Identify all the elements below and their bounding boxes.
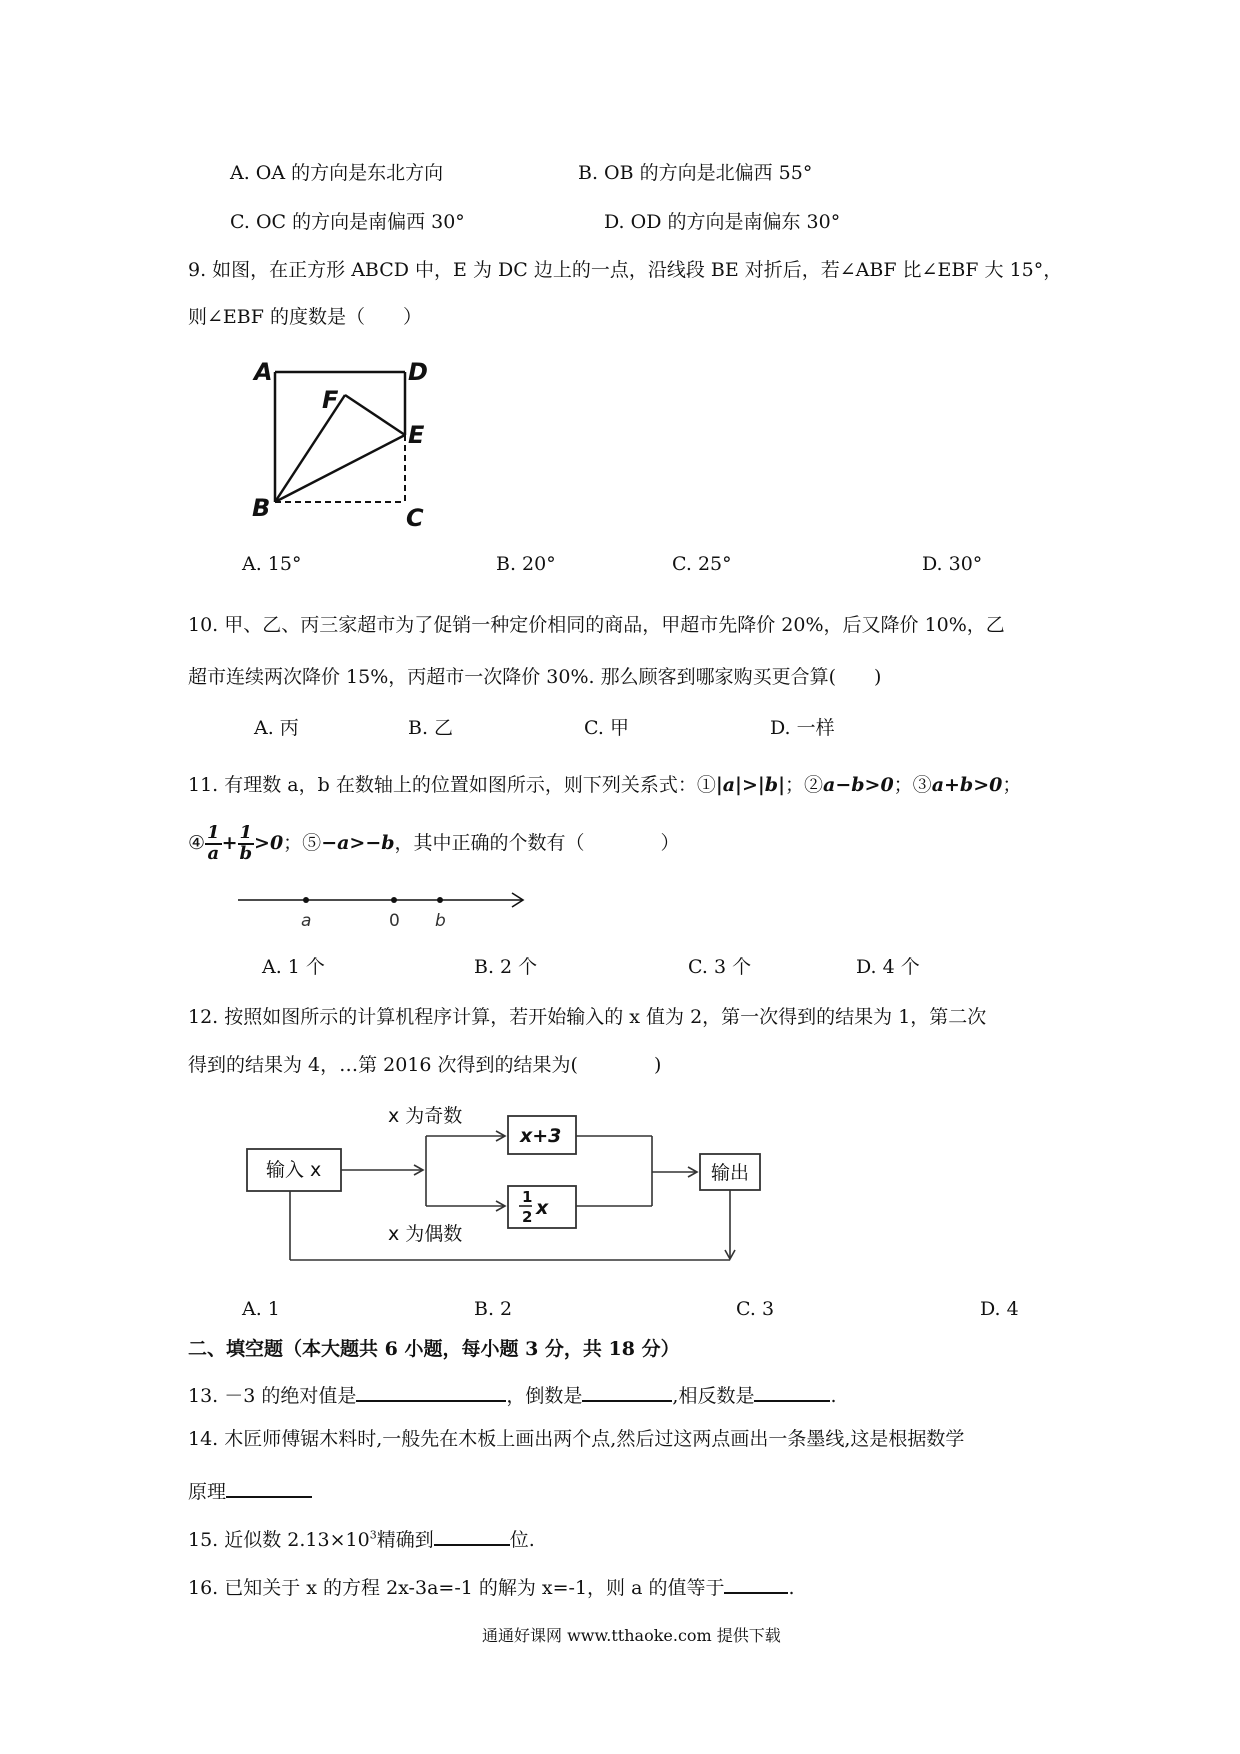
q9-stem-line2: 则∠EBF 的度数是（ ） — [188, 306, 422, 328]
point-b — [437, 897, 443, 903]
q10-stem-line1: 10. 甲、乙、丙三家超市为了促销一种定价相同的商品，甲超市先降价 20%，后又降价 10%，乙 — [188, 614, 1005, 636]
q9-option-a: A. 15° — [242, 553, 302, 575]
q11-stem-line2: ④ $\frac{1}{a}$ + $\frac{1}{b}$ >0；⑤−a>−b，其中正确的个数有（ ） — [188, 822, 680, 864]
q9-stem-line1: 9. 如图，在正方形 ABCD 中，E 为 DC 边上的一点，沿线段 BE 对折后，若∠ABF 比∠EBF 大 15°， — [188, 259, 1063, 281]
q8-option-a: A. OA 的方向是东北方向 — [230, 162, 444, 184]
q9-option-d: D. 30° — [922, 553, 983, 575]
q12-option-a: A. 1 — [242, 1298, 280, 1320]
q12-option-d: D. 4 — [980, 1298, 1019, 1320]
q14-stem-line1: 14. 木匠师傅锯木料时,一般先在木板上画出两个点,然后过这两点画出一条墨线,这是根据数学 — [188, 1428, 965, 1450]
answer-blank-opposite[interactable] — [754, 1382, 830, 1402]
q12-option-c: C. 3 — [736, 1298, 775, 1320]
q10-option-d: D. 一样 — [770, 717, 835, 739]
answer-blank-principle[interactable] — [226, 1478, 312, 1498]
program-flowchart — [240, 1100, 780, 1270]
answer-blank-precision[interactable] — [434, 1526, 510, 1546]
fraction-1-over-b: $\frac{1}{b}$ — [239, 822, 253, 864]
relation-5: −a>−b — [321, 831, 395, 854]
point-a — [303, 897, 309, 903]
page-footer: 通通好课网 www.tthaoke.com 提供下载 — [482, 1626, 781, 1645]
q8-option-c: C. OC 的方向是南偏西 30° — [230, 211, 465, 233]
q12-stem-line2: 得到的结果为 4，…第 2016 次得到的结果为( ) — [188, 1054, 662, 1076]
fraction-1-over-a: $\frac{1}{a}$ — [207, 822, 220, 864]
axis-label-a: a — [301, 911, 312, 931]
label-a: A — [254, 358, 273, 386]
q10-stem-line2: 超市连续两次降价 15%，丙超市一次降价 30%. 那么顾客到哪家购买更合算( ) — [188, 666, 882, 688]
square-fold-figure — [240, 350, 440, 540]
answer-blank-a-value[interactable] — [724, 1574, 788, 1594]
q10-option-c: C. 甲 — [584, 717, 629, 739]
q11-stem-line1: 11. 有理数 a，b 在数轴上的位置如图所示，则下列关系式：①|a|>|b|；②a−b>0；③a+b>0； — [188, 774, 1022, 796]
q15-stem: 15. 近似数 $2.13\times 10^3$精确到 位. — [188, 1526, 535, 1550]
svg-text:2: 2 — [522, 1208, 533, 1226]
q12-option-b: B. 2 — [474, 1298, 513, 1320]
label-b: B — [252, 494, 271, 522]
axis-label-zero: 0 — [389, 911, 400, 931]
q11-option-d: D. 4 个 — [856, 956, 920, 978]
q10-option-b: B. 乙 — [408, 717, 454, 739]
q13-stem: 13. －3 的绝对值是 ，倒数是 ,相反数是 . — [188, 1382, 837, 1406]
q11-option-b: B. 2 个 — [474, 956, 538, 978]
section-heading: 二、填空题（本大题共 6 小题，每小题 3 分，共 18 分） — [188, 1338, 680, 1360]
label-c: C — [406, 504, 424, 532]
output-box-label: 输出 — [711, 1162, 750, 1184]
input-box-label: 输入 x — [266, 1159, 322, 1181]
q11-option-c: C. 3 个 — [688, 956, 752, 978]
label-d: D — [408, 358, 428, 386]
q9-option-b: B. 20° — [496, 553, 556, 575]
q16-stem: 16. 已知关于 x 的方程 2x-3a=-1 的解为 x=-1，则 a 的值等于 . — [188, 1574, 795, 1598]
q8-option-d: D. OD 的方向是南偏东 30° — [604, 211, 841, 233]
odd-operation-label: x+3 — [520, 1125, 562, 1147]
svg-text:x: x — [536, 1197, 549, 1219]
q14-stem-line2: 原理 — [188, 1478, 312, 1502]
relation-2: a−b>0 — [823, 774, 894, 796]
svg-text:1: 1 — [522, 1188, 533, 1206]
number-line — [236, 888, 536, 938]
q12-stem-line1: 12. 按照如图所示的计算机程序计算，若开始输入的 x 值为 2，第一次得到的结果为 1，第二次 — [188, 1006, 987, 1028]
answer-blank-absolute-value[interactable] — [356, 1382, 506, 1402]
q11-option-a: A. 1 个 — [262, 956, 325, 978]
label-e: E — [408, 421, 425, 449]
label-f: F — [322, 386, 339, 414]
relation-1: |a|>|b| — [715, 774, 785, 796]
point-zero — [391, 897, 397, 903]
q10-option-a: A. 丙 — [254, 717, 299, 739]
q9-option-c: C. 25° — [672, 553, 732, 575]
axis-label-b: b — [435, 911, 446, 931]
odd-condition-label: x 为奇数 — [388, 1105, 463, 1127]
even-condition-label: x 为偶数 — [388, 1223, 463, 1245]
relation-3: a+b>0 — [931, 774, 1003, 796]
answer-blank-reciprocal[interactable] — [582, 1382, 672, 1402]
q8-option-b: B. OB 的方向是北偏西 55° — [578, 162, 813, 184]
